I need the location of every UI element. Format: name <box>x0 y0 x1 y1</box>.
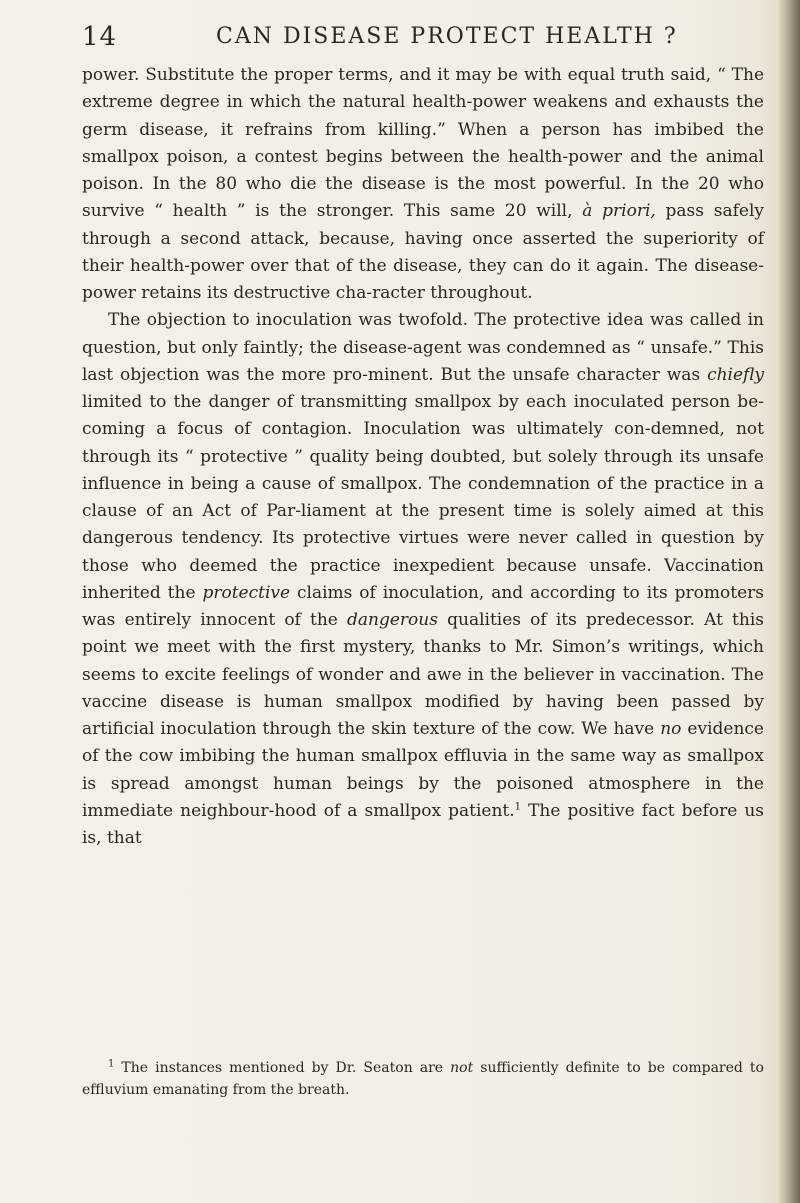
paragraph-2-emphasis-1: chiefly <box>707 364 764 385</box>
paragraph-2-emphasis-3: dangerous <box>347 610 438 630</box>
footnote-marker: 1 <box>108 1058 115 1070</box>
footnotes <box>82 1057 764 1101</box>
page-gutter-shadow <box>778 0 800 1203</box>
paragraph-1 <box>82 62 764 307</box>
paragraph-2-text-d: qualities of its predecessor. At this point we meet with the first mystery, thanks to Mr. Simon’s writings, which seems to excite feelings of wonder and awe in the believer in vaccination. The vaccine disease is human smallpox modified by having been passed by artificial inoculation through the skin texture of the cow. We have <box>82 610 764 739</box>
paragraph-1-text-b: pass safely through a second attack, because, having once asserted the superiority of their health-power over that of the disease, they can do it again. The disease-power retains its destructive cha-racter throughout. <box>82 201 764 303</box>
footnote-text-a: The instances mentioned by Dr. Seaton are <box>114 1060 451 1076</box>
footnote-text-b: sufficiently definite to be compared to effluvium emanating from the breath. <box>82 1060 764 1098</box>
page-number: 14 <box>82 22 118 52</box>
paragraph-2-emphasis-2: protective <box>202 582 291 603</box>
paragraph-2-text-e: evidence of the cow imbibing the human smallpox effluvia in the same way as smallpox is spread amongst human beings by the poisoned atmosphere in the immediate neighbour-hood of a smallpox patient. <box>82 719 764 821</box>
paragraph-2-text-c: claims of inoculation, and according to its promoters was entirely innocent of the <box>82 582 764 630</box>
footnote-1 <box>82 1057 764 1101</box>
paragraph-2-emphasis-4: no <box>660 719 682 739</box>
paragraph-2-text-a: The objection to inoculation was twofold. The protective idea was called in question, but only faintly; the disease-agent was condemned as “ unsafe.” This last objection was the more pro-minent. But the unsafe character was <box>82 310 764 385</box>
paragraph-2-text-f: The positive fact before us is, that <box>82 800 764 848</box>
footnote-reference: 1 <box>514 801 522 813</box>
paragraph-1-text-a: power. Substitute the proper terms, and it may be with equal truth said, “ The extreme degree in which the natural health-power weakens and exhausts the germ disease, it refrains from killing.” When a person has imbibed the smallpox poison, a contest begins between the health-power and the animal poison. In the 80 who die the disease is the most powerful. In the 20 who survive “ health ” is the stronger. This same 20 will, <box>82 65 764 222</box>
paragraph-2 <box>82 307 764 852</box>
footnote-emphasis: not <box>450 1060 474 1076</box>
page-header <box>82 22 762 62</box>
body-text <box>82 62 764 852</box>
paragraph-2-text-b: limited to the danger of transmitting smallpox by each inoculated person be-coming a focus of contagion. Inoculation was ultimately con-demned, not through its “ protective ” quality being doubted, but solely through its unsafe influence in being a cause of smallpox. The condemnation of the practice in a clause of an Act of Par-liament at the present time is solely aimed at this dangerous tendency. Its protective virtues were never called in question by those who deemed the practice inexpedient because unsafe. Vaccination inherited the <box>82 392 764 603</box>
running-head: CAN DISEASE PROTECT HEALTH ? <box>216 24 678 49</box>
paragraph-1-emphasis: à priori, <box>582 201 656 222</box>
